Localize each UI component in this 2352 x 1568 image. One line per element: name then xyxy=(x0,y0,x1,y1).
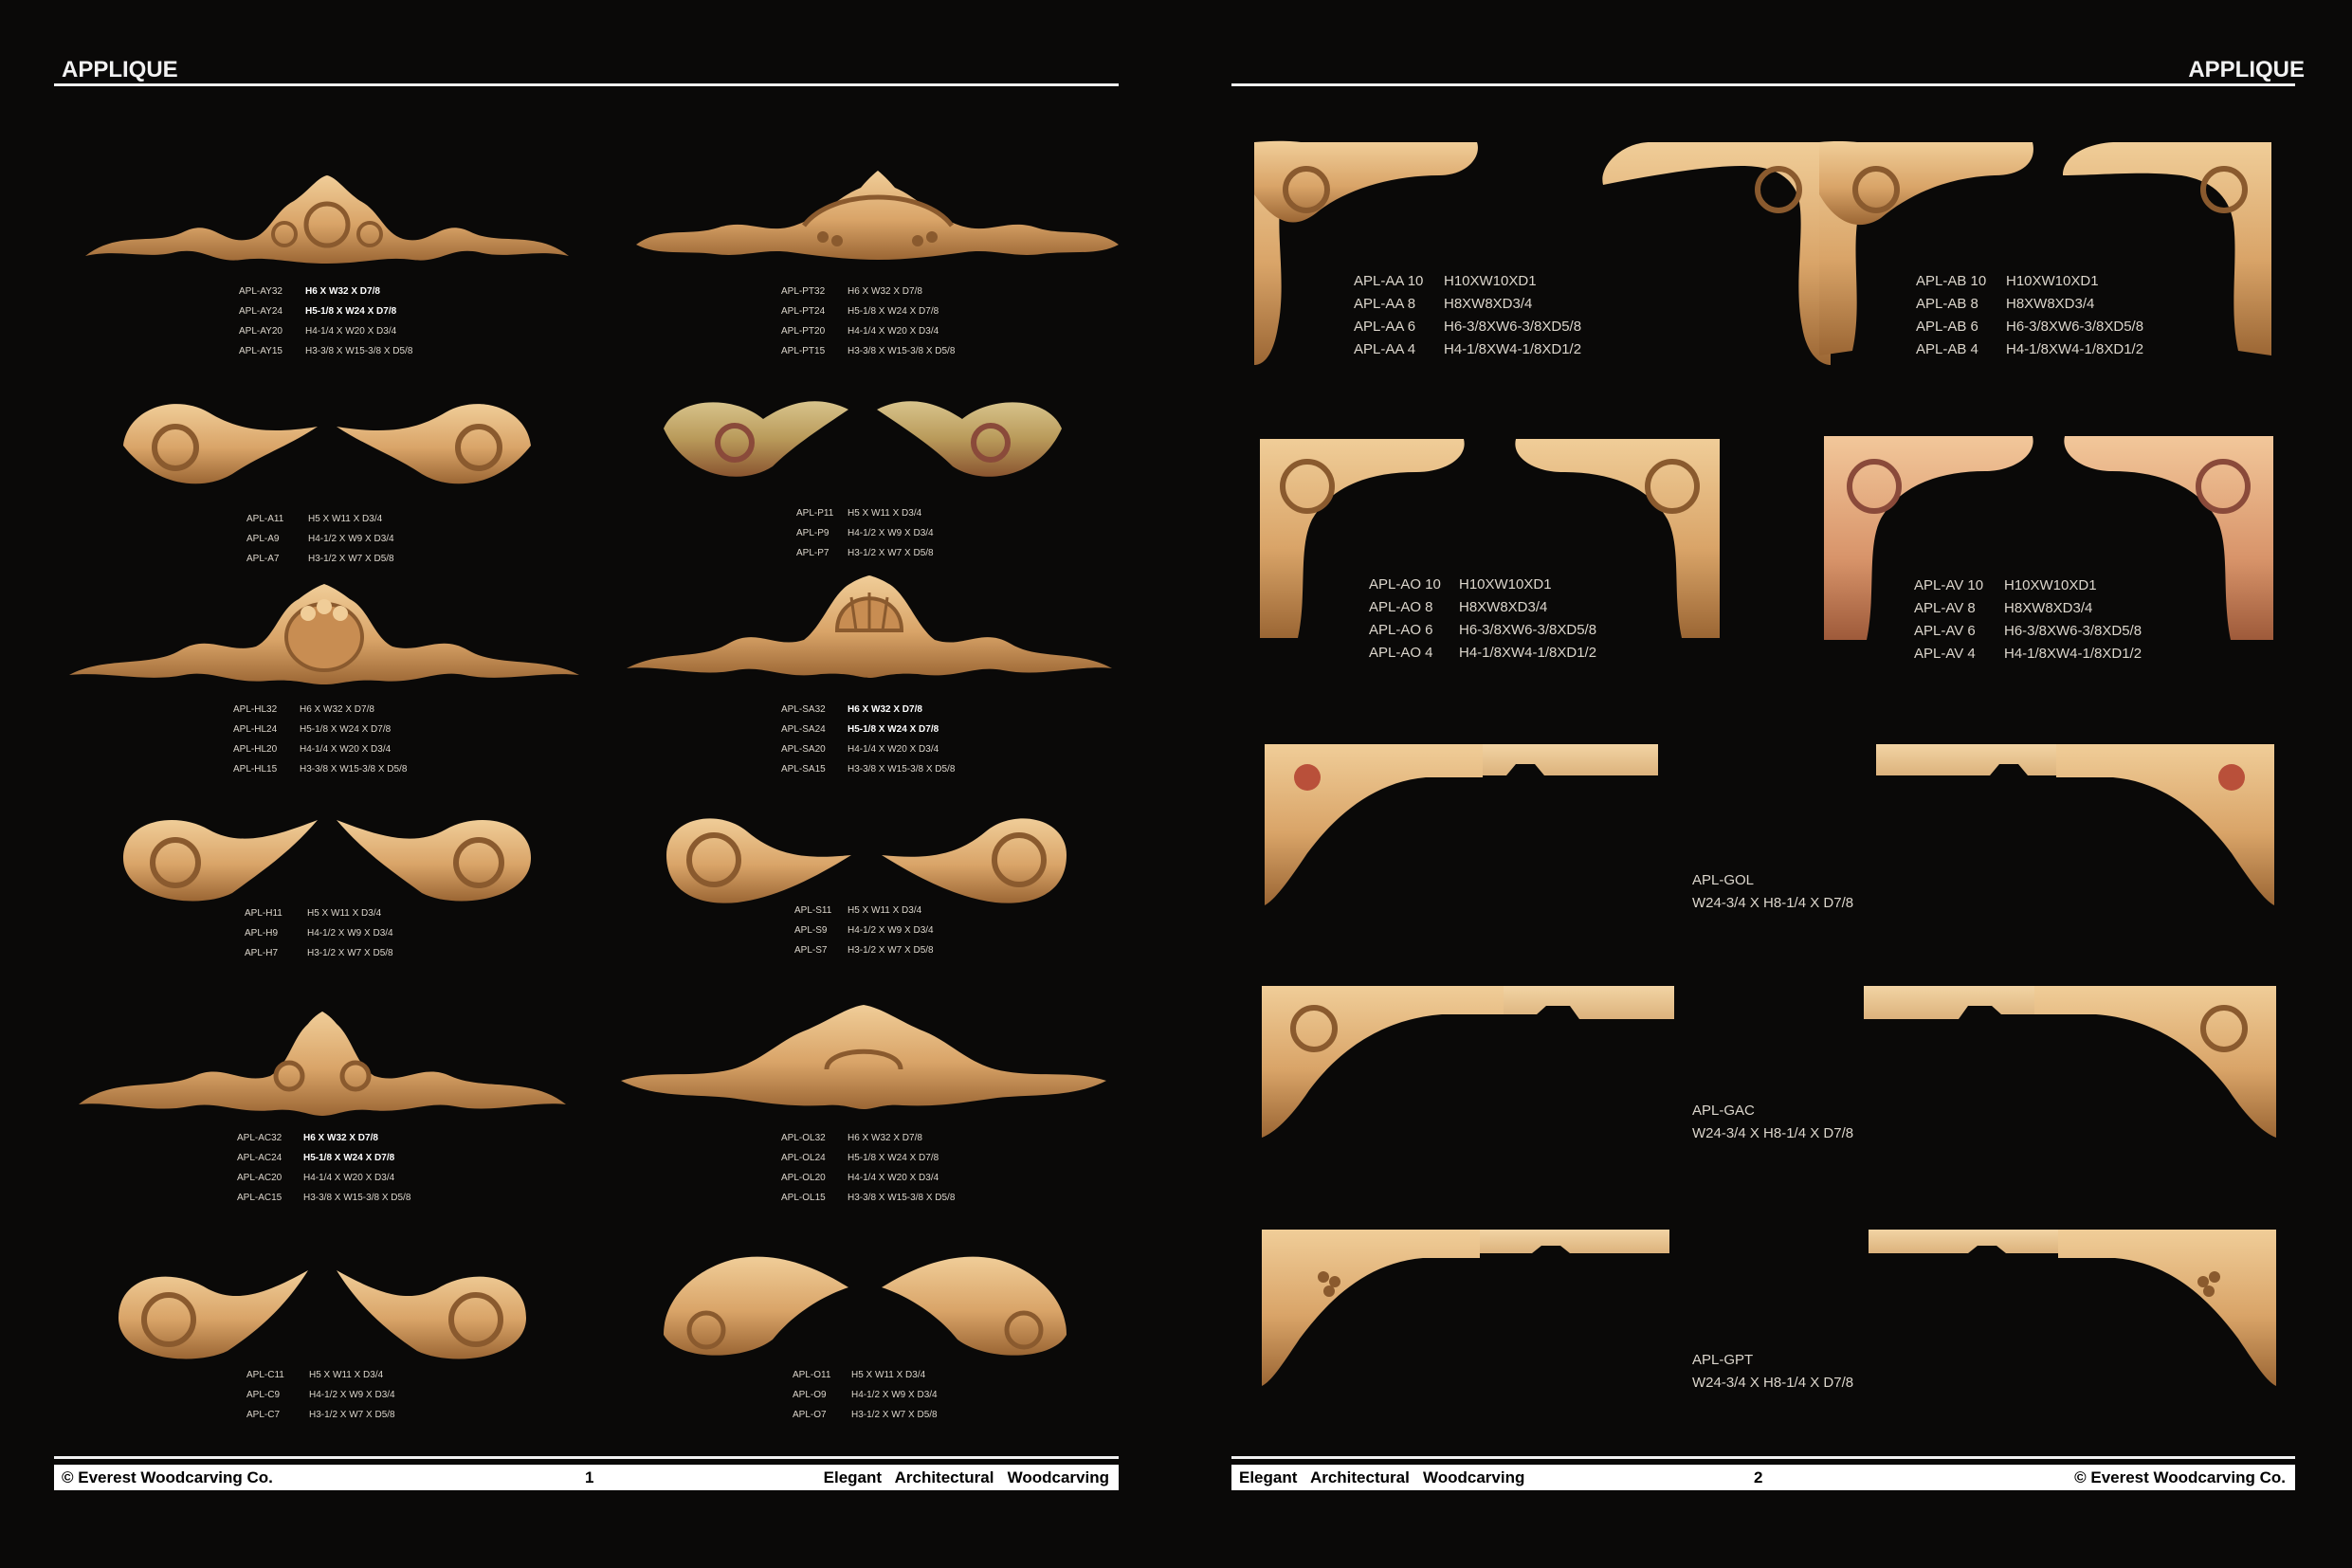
product-dimensions: H3-3/8 X W15-3/8 X D5/8 xyxy=(300,764,408,775)
product-code: APL-AB 4 xyxy=(1916,341,1978,357)
product-code: APL-AV 8 xyxy=(1914,600,1976,616)
spec-row xyxy=(233,700,407,720)
product-dimensions: H3-1/2 X W7 X D5/8 xyxy=(308,554,394,564)
spec-table-hl xyxy=(233,700,407,779)
spec-row xyxy=(1369,596,1596,619)
spec-row xyxy=(245,923,393,943)
spec-row xyxy=(781,700,955,720)
product-code: APL-GPT xyxy=(1692,1352,1754,1368)
product-dimensions: H8XW8XD3/4 xyxy=(1444,296,1533,312)
product-dimensions: W24-3/4 X H8-1/4 X D7/8 xyxy=(1692,895,1854,911)
footer-tagline: Elegant Architectural Woodcarving xyxy=(1239,1468,1525,1486)
spec-table-ay xyxy=(239,282,412,361)
spec-row xyxy=(1354,293,1581,316)
product-dimensions: H3-1/2 X W7 X D5/8 xyxy=(848,548,934,558)
product-code: APL-AC32 xyxy=(237,1133,283,1143)
spec-row xyxy=(233,759,407,779)
product-dimensions: H3-3/8 X W15-3/8 X D5/8 xyxy=(305,346,413,356)
product-code: APL-OL20 xyxy=(781,1173,826,1183)
product-dimensions: H4-1/2 X W9 X D3/4 xyxy=(848,925,934,936)
spec-table-ao xyxy=(1369,574,1596,665)
product-code: APL-AC24 xyxy=(237,1153,283,1163)
page-header: APPLIQUE xyxy=(2188,57,2305,82)
spec-row xyxy=(237,1128,410,1148)
spec-row xyxy=(237,1168,410,1188)
applique-carving-c xyxy=(114,1261,531,1365)
product-code: APL-OL24 xyxy=(781,1153,826,1163)
product-code: APL-AO 4 xyxy=(1369,645,1433,661)
product-code: APL-A11 xyxy=(246,514,284,524)
applique-carving-s xyxy=(662,808,1071,912)
product-dimensions: H6 X W32 X D7/8 xyxy=(848,704,922,715)
product-dimensions: H5-1/8 X W24 X D7/8 xyxy=(305,306,397,317)
spec-row xyxy=(781,301,955,321)
spec-row xyxy=(796,543,934,563)
product-dimensions: H5-1/8 X W24 X D7/8 xyxy=(300,724,392,735)
product-code: APL-AB 6 xyxy=(1916,319,1978,335)
spec-row xyxy=(781,1128,955,1148)
product-dimensions: H4-1/2 X W9 X D3/4 xyxy=(848,528,934,538)
applique-carving-a xyxy=(119,389,536,493)
right-page xyxy=(1176,0,2352,1568)
product-dimensions: H10XW10XD1 xyxy=(2004,577,2097,593)
spec-table-c xyxy=(246,1365,395,1425)
product-dimensions: H4-1/4 X W20 X D3/4 xyxy=(848,744,939,755)
product-dimensions: H3-3/8 X W15-3/8 X D5/8 xyxy=(848,346,956,356)
product-code: APL-AY24 xyxy=(239,306,283,317)
spec-table-a xyxy=(246,509,394,569)
spec-row xyxy=(1916,338,2143,361)
product-dimensions: H5 X W11 X D3/4 xyxy=(309,1370,384,1380)
product-dimensions: H10XW10XD1 xyxy=(1444,273,1537,289)
page-header: APPLIQUE xyxy=(62,57,178,82)
spec-row xyxy=(793,1405,938,1425)
spec-row xyxy=(246,1405,395,1425)
applique-carving-ac xyxy=(76,1010,569,1119)
spec-gpt xyxy=(1692,1349,1853,1395)
product-dimensions: H4-1/2 X W9 X D3/4 xyxy=(307,928,393,939)
spec-row xyxy=(239,341,412,361)
product-code: APL-HL24 xyxy=(233,724,278,735)
product-dimensions: H8XW8XD3/4 xyxy=(2006,296,2095,312)
product-code: APL-AA 6 xyxy=(1354,319,1416,335)
product-code: APL-AB 8 xyxy=(1916,296,1978,312)
product-code: APL-HL15 xyxy=(233,764,278,775)
product-dimensions: H8XW8XD3/4 xyxy=(2004,600,2093,616)
spec-row xyxy=(794,901,934,921)
page-number: 2 xyxy=(1754,1468,1763,1486)
product-dimensions: H4-1/8XW4-1/8XD1/2 xyxy=(1444,341,1582,357)
applique-carving-pt xyxy=(633,169,1121,268)
spec-row xyxy=(794,921,934,940)
footer-tagline: Elegant Architectural Woodcarving xyxy=(823,1468,1109,1486)
spec-row xyxy=(793,1385,938,1405)
product-dimensions: H3-1/2 X W7 X D5/8 xyxy=(851,1410,938,1420)
product-dimensions: H3-1/2 X W7 X D5/8 xyxy=(848,945,934,956)
product-code: APL-A9 xyxy=(246,534,280,544)
product-code: APL-HL20 xyxy=(233,744,278,755)
product-dimensions: H3-3/8 X W15-3/8 X D5/8 xyxy=(303,1193,411,1203)
product-dimensions: H10XW10XD1 xyxy=(1459,576,1552,593)
product-code: APL-AA 10 xyxy=(1354,273,1424,289)
product-code: APL-AV 4 xyxy=(1914,646,1976,662)
product-dimensions: H4-1/4 X W20 X D3/4 xyxy=(848,1173,939,1183)
spec-row xyxy=(1914,620,2142,643)
spec-row xyxy=(796,503,934,523)
product-dimensions: H10XW10XD1 xyxy=(2006,273,2099,289)
page-number: 1 xyxy=(585,1468,594,1486)
applique-carving-hl xyxy=(66,580,583,689)
spec-row xyxy=(237,1188,410,1208)
spec-row xyxy=(246,509,394,529)
spec-row xyxy=(794,940,934,960)
spec-gac xyxy=(1692,1100,1853,1145)
product-code: APL-O9 xyxy=(793,1390,827,1400)
spec-table-ab xyxy=(1916,270,2143,361)
product-dimensions: H4-1/4 X W20 X D3/4 xyxy=(300,744,392,755)
product-dimensions: H6-3/8XW6-3/8XD5/8 xyxy=(1459,622,1597,638)
product-code: APL-SA32 xyxy=(781,704,826,715)
spec-row xyxy=(239,282,412,301)
product-code: APL-C7 xyxy=(246,1410,281,1420)
product-code: APL-P7 xyxy=(796,548,830,558)
applique-carving-o xyxy=(659,1249,1071,1363)
product-code: APL-H9 xyxy=(245,928,279,939)
product-code: APL-AY15 xyxy=(239,346,283,356)
product-code: APL-AO 10 xyxy=(1369,576,1441,593)
product-code: APL-S7 xyxy=(794,945,828,956)
spec-row xyxy=(781,282,955,301)
product-code: APL-PT15 xyxy=(781,346,826,356)
product-dimensions: H4-1/2 X W9 X D3/4 xyxy=(851,1390,938,1400)
spec-table-sa xyxy=(781,700,955,779)
page-footer xyxy=(1231,1465,2295,1490)
product-dimensions: H4-1/4 X W20 X D3/4 xyxy=(305,326,397,337)
product-dimensions: H5 X W11 X D3/4 xyxy=(848,905,922,916)
applique-carving-h xyxy=(119,806,536,910)
product-code: APL-AA 4 xyxy=(1354,341,1416,357)
spec-row xyxy=(233,739,407,759)
product-code: APL-AO 8 xyxy=(1369,599,1433,615)
spec-row xyxy=(781,759,955,779)
spec-table-av xyxy=(1914,574,2142,665)
spec-table-ol xyxy=(781,1128,955,1208)
product-code: APL-S9 xyxy=(794,925,828,936)
spec-table-pt xyxy=(781,282,955,361)
spec-row xyxy=(781,739,955,759)
footer-rule xyxy=(1231,1456,2295,1459)
product-code: APL-P9 xyxy=(796,528,830,538)
spec-row xyxy=(237,1148,410,1168)
product-code: APL-C9 xyxy=(246,1390,281,1400)
product-dimensions: H6 X W32 X D7/8 xyxy=(848,1133,922,1143)
product-code: APL-P11 xyxy=(796,508,834,519)
spec-row xyxy=(781,341,955,361)
product-dimensions: W24-3/4 X H8-1/4 X D7/8 xyxy=(1692,1375,1854,1391)
spec-row xyxy=(1369,619,1596,642)
product-code: APL-AB 10 xyxy=(1916,273,1987,289)
product-dimensions: H5-1/8 X W24 X D7/8 xyxy=(848,1153,939,1163)
product-dimensions: W24-3/4 X H8-1/4 X D7/8 xyxy=(1692,1125,1854,1141)
header-rule xyxy=(54,83,1119,86)
spec-row xyxy=(246,549,394,569)
product-dimensions: H3-3/8 X W15-3/8 X D5/8 xyxy=(848,764,956,775)
company-name: © Everest Woodcarving Co. xyxy=(2074,1468,2286,1486)
product-code: APL-H11 xyxy=(245,908,283,919)
spec-table-p xyxy=(796,503,934,563)
spec-row xyxy=(1369,642,1596,665)
product-code: APL-PT20 xyxy=(781,326,826,337)
corner-carving-aa-top xyxy=(1249,137,1486,232)
product-dimensions: H3-1/2 X W7 X D5/8 xyxy=(309,1410,395,1420)
spec-table-o xyxy=(793,1365,938,1425)
spec-row xyxy=(793,1365,938,1385)
product-code: APL-AV 6 xyxy=(1914,623,1976,639)
product-code: APL-H7 xyxy=(245,948,279,958)
spec-row xyxy=(1916,293,2143,316)
product-code: APL-AV 10 xyxy=(1914,577,1984,593)
product-dimensions: H5-1/8 X W24 X D7/8 xyxy=(848,306,939,317)
applique-carving-ay xyxy=(81,173,574,272)
product-dimensions: H6-3/8XW6-3/8XD5/8 xyxy=(1444,319,1582,335)
product-dimensions: H5 X W11 X D3/4 xyxy=(308,514,383,524)
spec-row xyxy=(781,1148,955,1168)
product-code: APL-O7 xyxy=(793,1410,827,1420)
spec-row xyxy=(1914,574,2142,597)
spec-row xyxy=(246,529,394,549)
product-code: APL-O11 xyxy=(793,1370,831,1380)
company-name: © Everest Woodcarving Co. xyxy=(62,1468,273,1486)
product-dimensions: H4-1/4 X W20 X D3/4 xyxy=(848,326,939,337)
product-code: APL-C11 xyxy=(246,1370,284,1380)
product-code: APL-GOL xyxy=(1692,872,1755,888)
header-rule xyxy=(1231,83,2295,86)
spec-row xyxy=(781,1188,955,1208)
spec-row xyxy=(239,301,412,321)
product-code: APL-AY20 xyxy=(239,326,283,337)
product-dimensions: H6 X W32 X D7/8 xyxy=(305,286,380,297)
corner-carving-ab-top xyxy=(1814,137,2042,232)
applique-carving-sa xyxy=(624,574,1115,683)
product-dimensions: H6 X W32 X D7/8 xyxy=(300,704,374,715)
spec-row xyxy=(1916,270,2143,293)
spec-row xyxy=(796,523,934,543)
spec-row xyxy=(246,1385,395,1405)
product-dimensions: H5-1/8 X W24 X D7/8 xyxy=(303,1153,395,1163)
product-code: APL-AO 6 xyxy=(1369,622,1433,638)
spec-row xyxy=(1914,643,2142,665)
product-dimensions: H6-3/8XW6-3/8XD5/8 xyxy=(2004,623,2142,639)
spec-row xyxy=(1916,316,2143,338)
product-dimensions: H5 X W11 X D3/4 xyxy=(848,508,922,519)
footer-rule xyxy=(54,1456,1119,1459)
spec-row xyxy=(239,321,412,341)
product-dimensions: H5-1/8 X W24 X D7/8 xyxy=(848,724,939,735)
spec-row xyxy=(246,1365,395,1385)
spec-row xyxy=(781,720,955,739)
spec-row xyxy=(1914,597,2142,620)
product-dimensions: H6-3/8XW6-3/8XD5/8 xyxy=(2006,319,2144,335)
product-code: APL-SA20 xyxy=(781,744,826,755)
product-dimensions: H4-1/8XW4-1/8XD1/2 xyxy=(1459,645,1597,661)
product-code: APL-SA15 xyxy=(781,764,826,775)
product-code: APL-PT24 xyxy=(781,306,826,317)
product-dimensions: H6 X W32 X D7/8 xyxy=(848,286,922,297)
product-dimensions: H4-1/2 X W9 X D3/4 xyxy=(308,534,394,544)
applique-carving-p xyxy=(659,391,1067,485)
corner-carving-aa-right xyxy=(1594,137,1835,370)
product-code: APL-S11 xyxy=(794,905,832,916)
product-dimensions: H4-1/2 X W9 X D3/4 xyxy=(309,1390,395,1400)
page-footer xyxy=(54,1465,1119,1490)
product-dimensions: H6 X W32 X D7/8 xyxy=(303,1133,378,1143)
product-dimensions: H4-1/8XW4-1/8XD1/2 xyxy=(2004,646,2142,662)
product-dimensions: H3-1/2 X W7 X D5/8 xyxy=(307,948,393,958)
spec-table-aa xyxy=(1354,270,1581,361)
spec-table-s xyxy=(794,901,934,960)
spec-table-h xyxy=(245,903,393,963)
product-dimensions: H4-1/4 X W20 X D3/4 xyxy=(303,1173,395,1183)
spec-row xyxy=(245,903,393,923)
product-dimensions: H5 X W11 X D3/4 xyxy=(851,1370,926,1380)
spec-row xyxy=(233,720,407,739)
product-code: APL-SA24 xyxy=(781,724,826,735)
spec-row xyxy=(1354,316,1581,338)
spec-row xyxy=(781,1168,955,1188)
spec-table-ac xyxy=(237,1128,410,1208)
spec-row xyxy=(1354,270,1581,293)
product-code: APL-AY32 xyxy=(239,286,283,297)
product-code: APL-HL32 xyxy=(233,704,278,715)
spec-row xyxy=(1369,574,1596,596)
product-code: APL-AC15 xyxy=(237,1193,283,1203)
product-code: APL-OL32 xyxy=(781,1133,826,1143)
applique-carving-ol xyxy=(618,1003,1109,1112)
spec-row xyxy=(245,943,393,963)
product-dimensions: H8XW8XD3/4 xyxy=(1459,599,1548,615)
spec-gol xyxy=(1692,869,1853,915)
product-code: APL-GAC xyxy=(1692,1103,1755,1119)
product-code: APL-PT32 xyxy=(781,286,826,297)
spec-row xyxy=(781,321,955,341)
product-code: APL-OL15 xyxy=(781,1193,826,1203)
product-dimensions: H5 X W11 X D3/4 xyxy=(307,908,382,919)
product-code: APL-A7 xyxy=(246,554,280,564)
product-code: APL-AA 8 xyxy=(1354,296,1416,312)
product-dimensions: H3-3/8 X W15-3/8 X D5/8 xyxy=(848,1193,956,1203)
product-code: APL-AC20 xyxy=(237,1173,283,1183)
product-dimensions: H4-1/8XW4-1/8XD1/2 xyxy=(2006,341,2144,357)
spec-row xyxy=(1354,338,1581,361)
